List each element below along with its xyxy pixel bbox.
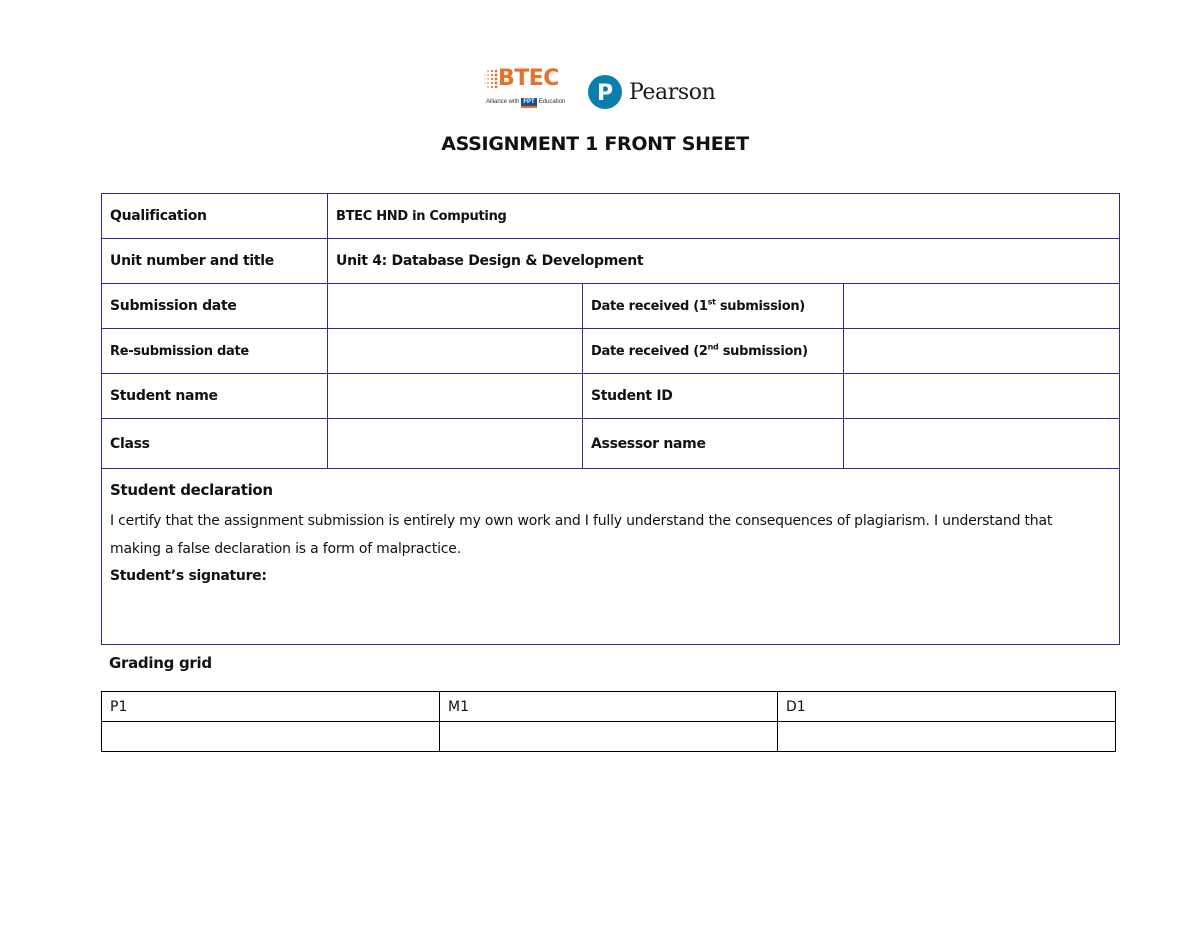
grading-grid-label: Grading grid (109, 654, 212, 672)
grade-header-d1: D1 (778, 692, 1116, 722)
resubmission-row (102, 329, 1120, 374)
class-field[interactable] (328, 419, 583, 469)
page-title: ASSIGNMENT 1 FRONT SHEET (441, 133, 749, 155)
grading-header-row (102, 692, 1116, 722)
submission-row (102, 284, 1120, 329)
pearson-wordmark: Pearson (629, 79, 716, 105)
date-received-1-field[interactable] (844, 284, 1120, 329)
submission-date-label: Submission date (102, 284, 328, 329)
btec-logo (474, 58, 570, 118)
resubmission-date-label: Re-submission date (102, 329, 328, 374)
grade-header-p1: P1 (102, 692, 440, 722)
date-received-2-label (583, 329, 844, 374)
date-received-2-prefix: Date received (2 (591, 343, 708, 359)
pearson-p-icon (587, 74, 623, 110)
date-received-1-sup: st (707, 297, 716, 307)
date-received-2-field[interactable] (844, 329, 1120, 374)
btec-tagline-prefix: Alliance with (486, 99, 520, 105)
signature-label: Student’s signature: (110, 568, 267, 584)
qualification-label: Qualification (102, 194, 328, 239)
declaration-text: I certify that the assignment submission is entirely my own work and I fully understand the consequences of plagiarism. I understand that making a false declaration is a form of malpractice. (110, 513, 1053, 557)
assessor-name-label: Assessor name (583, 419, 844, 469)
info-table (101, 193, 1120, 645)
grade-cell-p1[interactable] (102, 722, 440, 752)
declaration-row (102, 469, 1120, 645)
class-row (102, 419, 1120, 469)
student-row (102, 374, 1120, 419)
btec-tagline (486, 98, 565, 108)
date-received-2-suffix: submission) (718, 343, 808, 359)
grading-value-row (102, 722, 1116, 752)
pearson-logo (587, 72, 715, 112)
btec-wordmark: BTEC (498, 66, 559, 91)
qualification-row (102, 194, 1120, 239)
unit-label: Unit number and title (102, 239, 328, 284)
date-received-1-suffix: submission) (715, 298, 805, 314)
date-received-1-label (583, 284, 844, 329)
assessor-name-field[interactable] (844, 419, 1120, 469)
submission-date-field[interactable] (328, 284, 583, 329)
student-name-field[interactable] (328, 374, 583, 419)
btec-tagline-suffix: Education (538, 99, 566, 105)
student-id-field[interactable] (844, 374, 1120, 419)
class-label: Class (102, 419, 328, 469)
grade-cell-d1[interactable] (778, 722, 1116, 752)
unit-value: Unit 4: Database Design & Development (328, 239, 1120, 284)
student-id-label: Student ID (583, 374, 844, 419)
resubmission-date-field[interactable] (328, 329, 583, 374)
date-received-2-sup: nd (707, 342, 719, 352)
unit-row (102, 239, 1120, 284)
grade-cell-m1[interactable] (440, 722, 778, 752)
student-name-label: Student name (102, 374, 328, 419)
declaration-title: Student declaration (110, 481, 273, 499)
qualification-value: BTEC HND in Computing (328, 194, 1120, 239)
grade-header-m1: M1 (440, 692, 778, 722)
grading-grid-table (101, 691, 1116, 752)
declaration-cell (102, 469, 1120, 645)
date-received-1-prefix: Date received (1 (591, 298, 708, 314)
pearson-mark-letter: P (596, 81, 614, 106)
fpt-badge: FPT (521, 98, 536, 108)
